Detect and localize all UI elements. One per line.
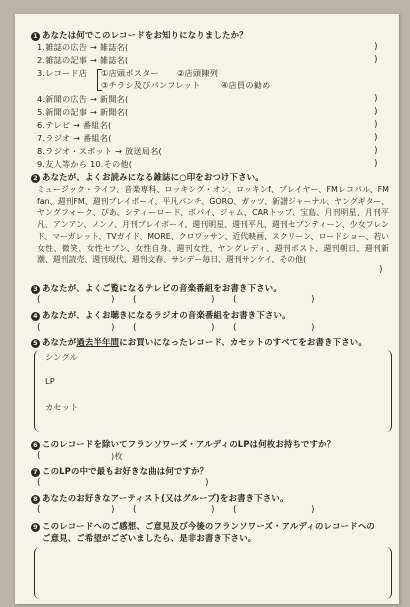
question-8-title: 8 あなたのお好きなアーティスト(又はグループ)をお書き下さい。	[31, 493, 289, 504]
q1-option-8: 8.ラジオ・スポット → 放送局名(	[37, 146, 162, 156]
single-label: シングル	[45, 352, 78, 362]
question-5-title: 5 あなたが過去半年間にお買いになったレコード、カセットのすべてをお書き下さい。	[31, 337, 367, 348]
q1-store-option-4: ④店員の勧め	[221, 80, 271, 90]
purchase-answer-box[interactable]	[34, 350, 392, 432]
comments-answer-box[interactable]	[34, 547, 392, 599]
question-9-title-line-1: 9 このレコードへのご感想、ご意見及び今後のフランソワーズ・アルディのレコードへの	[31, 521, 375, 532]
question-6-title: 6 このレコードを除いてフランソワーズ・アルディのLPは何枚お持ちですか？	[31, 439, 335, 450]
question-1-title: 1 あなたは何でこのレコードをお知りになりましたか？	[31, 30, 248, 41]
q1-store-option-2: ②店頭陳列	[177, 68, 219, 78]
question-2-title: 2 あなたが、よくお読みになる雑誌に○印をおつけ下さい。	[31, 172, 264, 183]
question-4-title: 4 あなたが、よくお聴きになるラジオの音楽番組をお書き下さい。	[31, 310, 291, 321]
question-9-title-line-2: ご意見、ご希望がございましたら、是非お書き下さい。	[42, 533, 257, 543]
store-options-bracket	[97, 69, 102, 91]
lp-count-unit: )枚	[111, 451, 123, 461]
q1-option-2: 2.雑誌の記事 → 雑誌名(	[37, 55, 129, 65]
question-3-title: 3 あなたが、よくご覧になるテレビの音楽番組をお書き下さい。	[31, 283, 282, 294]
questionnaire-card: 1 あなたは何でこのレコードをお知りになりましたか？ 1.雑誌の広告 → 雑誌名( ) 2.雑誌の記事 → 雑誌名( ) 3.レコード店 ①店頭ポスター ②店頭陳列 ③チラシ及びパンフレット ④店員の勧め 4.新聞の広告 → 新聞名( ) 5.新聞の記事 → 新聞名( ) 6.テレビ → 番組名( ) 7.ラジオ → 番組名( ) 8.ラジオ・スポット → 放送局名( ) 9.友人等から 10.その他( ) 2 あなたが、よくお読みになる雑誌に○印をおつけ下さい。 ミュージック・ライフ、音楽専科、ロッキング・オン、ロッキンf、プレイヤー、FMレコパル、FM fan、週刊FM、週刊プレイボーイ、平凡パンチ、GORO、ガッツ、新譜ジャーナル、ヤングギター、ヤングフォーク、ぴあ、シティーロード、ポパイ、ジャム、CARトップ、宝島、月刊明星、月刊平凡、アンアン、ノンノ、月刊プレイボーイ、週刊明星、週刊平凡、週刊セブンティーン、少女フレンド、マーガレット、TVガイド、MORE、クロワッサン、近代映画、スクリーン、ロードショー、若い女性、微笑、女性セブン、女性自身、週刊女性、ヤングレディ、週刊ポスト、週刊朝日、週刊新潮、週刊読売、週刊現代、週刊文春、サンデー毎日、週刊サンケイ、その他( ) 3 あなたが、よくご覧になるテレビの音楽番組をお書き下さい。 ( ) ( ) ( ) 4 あなたが、よくお聴きになるラジオの音楽番組をお書き下さい。 ( ) ( ) ( ) 5 あなたが過去半年間にお買いになったレコード、カセットのすべてをお書き下さい。 シングル LP カセット 6 このレコードを除いてフランソワーズ・アルディのLPは何枚お持ちですか？ ( )枚 7 このLPの中で最もお好きな曲は何ですか？ ( ) 8 あなたのお好きなアーティスト(又はグループ)をお書き下さい。 ( ) ( ) ( ) 9 このレコードへのご感想、ご意見及び今後のフランソワーズ・アルディのレコードへの ご意見、ご希望がございましたら、是非お書き下さい。	[15, 14, 399, 604]
q1-option-4: 4.新聞の広告 → 新聞名(	[37, 94, 129, 104]
q1-option-3: 3.レコード店	[37, 68, 88, 78]
q1-option-1: 1.雑誌の広告 → 雑誌名(	[37, 42, 129, 52]
q1-option-5: 5.新聞の記事 → 新聞名(	[37, 107, 129, 117]
q1-option-7: 7.ラジオ → 番組名(	[37, 133, 112, 143]
lp-label: LP	[45, 376, 55, 386]
q1-option-6: 6.テレビ → 番組名(	[37, 120, 112, 130]
magazine-list: ミュージック・ライフ、音楽専科、ロッキング・オン、ロッキンf、プレイヤー、FMレコパル、FM fan、週刊FM、週刊プレイボーイ、平凡パンチ、GORO、ガッツ、新譜ジャーナル、ヤングギター、ヤングフォーク、ぴあ、シティーロード、ポパイ、ジャム、CARトップ、宝島、月刊明星、月刊平凡、アンアン、ノンノ、月刊プレイボーイ、週刊明星、週刊平凡、週刊セブンティーン、少女フレンド、マーガレット、TVガイド、MORE、クロワッサン、近代映画、スクリーン、ロードショー、若い女性、微笑、女性セブン、女性自身、週刊女性、ヤングレディ、週刊ポスト、週刊朝日、週刊新潮、週刊読売、週刊現代、週刊文春、サンデー毎日、週刊サンケイ、その他(	[37, 185, 389, 265]
q1-option-9: 9.友人等から 10.その他(	[37, 159, 133, 169]
q1-store-option-1: ①店頭ポスター	[101, 68, 159, 78]
cassette-label: カセット	[45, 402, 79, 412]
q1-store-option-3: ③チラシ及びパンフレット	[101, 80, 201, 90]
question-7-title: 7 このLPの中で最もお好きな曲は何ですか？	[31, 466, 208, 477]
